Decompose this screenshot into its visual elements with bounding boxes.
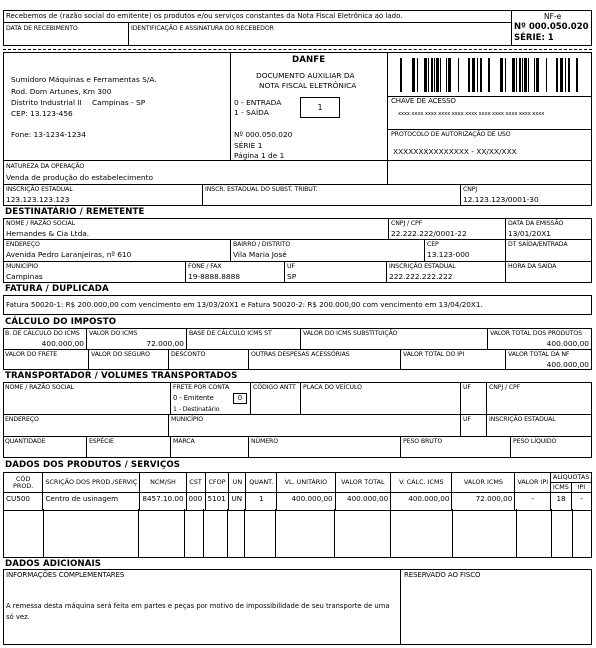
col-unit: UN — [229, 473, 246, 493]
carrier-ie-label: INSCRIÇÃO ESTADUAL — [489, 416, 556, 423]
total-products-label: VALOR TOTAL DOS PRODUTOS — [490, 330, 582, 337]
operation-value: Venda de produção do estabelecimento — [6, 173, 153, 182]
total-invoice-value: 400.000,00 — [546, 360, 589, 369]
danfe-exit-option: 1 - SAÍDA — [234, 108, 269, 117]
carrier-city-label: MUNICÍPIO — [171, 416, 203, 423]
issuer-cnpj-value: 12.123.123/0001-30 — [463, 195, 539, 204]
col-ncm: NCM/SH — [140, 473, 186, 493]
danfe-type-box: 1 — [300, 97, 340, 118]
cell-quantity: 1 — [246, 493, 277, 511]
receipt-date-label: DATA DE RECEBIMENTO — [6, 25, 78, 32]
ie-value: 123.123.123.123 — [6, 195, 70, 204]
receipt-signature-field[interactable] — [129, 33, 510, 45]
volume-number-label: NÚMERO — [251, 438, 278, 445]
col-icms-base: V. CÁLC. ICMS — [391, 473, 452, 493]
reserved-fisco-label: RESERVADO AO FISCO — [404, 571, 481, 579]
total-invoice-label: VALOR TOTAL DA NF — [508, 351, 570, 358]
base-st-label: BASE DE CÁLCULO ICMS ST — [189, 330, 272, 337]
danfe-number: Nº 000.050.020 — [234, 130, 293, 139]
recipient-section-title: DESTINATÁRIO / REMETENTE — [5, 207, 145, 217]
recipient-uf: SP — [287, 272, 297, 281]
freight-option-0: 0 - Emitente — [173, 394, 214, 402]
issuer-name: Sumidoro Máquinas e Ferramentas S/A. — [11, 75, 157, 84]
additional-section-title: DADOS ADICIONAIS — [5, 559, 102, 569]
exit-time-label: HORA DA SAÍDA — [508, 263, 557, 270]
emission-date-label: DATA DA EMISSÃO — [508, 220, 564, 227]
receipt-statement: Recebemos de (razão social do emitente) os produtos e/ou serviços constantes da Nota Fiscal Eletrônica ao lado. — [6, 12, 403, 20]
other-expenses-label: OUTRAS DESPESAS ACESSÓRIAS — [251, 351, 350, 358]
cell-cst: 000 — [186, 493, 205, 511]
issuer-district: Distrito Industrial II — [11, 98, 82, 107]
col-icms-value: VALOR ICMS — [452, 473, 515, 493]
table-row — [4, 493, 592, 511]
recipient-address-label: ENDEREÇO — [6, 241, 40, 248]
cell-ipi-rate: - — [572, 493, 592, 511]
operation-label: NATUREZA DA OPERAÇÃO — [6, 163, 85, 170]
receipt-date-field[interactable] — [4, 33, 127, 45]
cell-unit-price: 400.000,00 — [277, 493, 335, 511]
issuer-cep: CEP: 13.123-456 — [11, 109, 73, 118]
cell-icms-value: 72.000,00 — [452, 493, 515, 511]
issuer-cnpj-label: CNPJ — [463, 186, 478, 193]
danfe-subtitle-2: NOTA FISCAL ELETRÔNICA — [259, 81, 357, 90]
base-icms-label: B. DE CÁLCULO DO ICMS — [5, 330, 80, 337]
carrier-uf-label: UF — [463, 384, 471, 391]
exit-date-label: DT SAÍDA/ENTRADA — [508, 241, 568, 248]
carrier-cnpj-label: CNPJ / CPF — [489, 384, 521, 391]
carrier-address-label: ENDEREÇO — [5, 416, 39, 423]
recipient-address: Avenida Pedro Laranjeiras, nº 610 — [6, 250, 132, 259]
issuer-city: Campinas - SP — [92, 98, 146, 107]
danfe-entry-option: 0 - ENTRADA — [234, 98, 282, 107]
rate-ipi-label: IPI — [577, 483, 586, 491]
antt-label: CÓDIGO ANTT — [253, 384, 296, 391]
insurance-label: VALOR DO SEGURO — [91, 351, 150, 358]
ie-label: INSCRIÇÃO ESTADUAL — [6, 186, 73, 193]
species-label: ESPÉCIE — [89, 438, 114, 445]
products-section-title: DADOS DOS PRODUTOS / SERVIÇOS — [5, 460, 181, 470]
complementary-info-label: INFORMAÇÕES COMPLEMENTARES — [6, 571, 125, 579]
recipient-city: Campinas — [6, 272, 43, 281]
tax-section-title: CÁLCULO DO IMPOSTO — [5, 317, 117, 327]
emission-date: 13/01/20X1 — [508, 229, 551, 238]
quantity-label: QUANTIDADE — [5, 438, 46, 445]
recipient-name: Hernandes & Cia Ltda. — [6, 229, 90, 238]
recipient-district: Vila Maria José — [233, 250, 287, 259]
auth-protocol-value: XXXXXXXXXXXXXXX - XX/XX/XXX — [393, 147, 517, 156]
cell-ipi-value: - — [515, 493, 551, 511]
icms-label: VALOR DO ICMS — [89, 330, 138, 337]
col-rates — [551, 473, 592, 493]
cell-unit: UN — [229, 493, 246, 511]
carrier-name-label: NOME / RAZÃO SOCIAL — [5, 384, 74, 391]
products-table — [3, 472, 592, 511]
auth-protocol-label: PROTOCOLO DE AUTORIZAÇÃO DE USO — [391, 131, 511, 138]
recipient-ie: 222.222.222.222 — [389, 272, 453, 281]
net-weight-label: PESO LÍQUIDO — [513, 438, 557, 445]
carrier-section-title: TRANSPORTADOR / VOLUMES TRANSPORTADOS — [5, 371, 238, 381]
freight-option-1: 1 - Destinatário — [173, 406, 220, 413]
recipient-name-label: NOME / RAZÃO SOCIAL — [6, 220, 75, 227]
rates-label: ALÍQUOTAS — [552, 473, 590, 481]
receipt-series: SÉRIE: 1 — [514, 33, 554, 43]
freight-payer-box: 0 — [233, 393, 247, 404]
receipt-number: Nº 000.050.020 — [514, 22, 589, 32]
recipient-cnpj-label: CNPJ / CPF — [391, 220, 423, 227]
receipt-nfe-label: NF-e — [544, 12, 562, 21]
icms-value: 72.000,00 — [146, 339, 184, 348]
ipi-total-label: VALOR TOTAL DO IPI — [403, 351, 465, 358]
col-cst: CST — [186, 473, 205, 493]
recipient-uf-label: UF — [287, 263, 295, 270]
rate-icms-label: ICMS — [551, 483, 571, 492]
danfe-series: SÉRIE 1 — [234, 141, 263, 150]
recipient-phone: 19-8888.8888 — [188, 272, 241, 281]
freight-payer-label: FRETE POR CONTA — [173, 384, 230, 391]
base-icms-value: 400.000,00 — [41, 339, 84, 348]
gross-weight-label: PESO BRUTO — [403, 438, 443, 445]
col-cfop: CFOP — [205, 473, 229, 493]
complementary-info-text: A remessa desta máquina será feita em partes e peças por motivo de impossibilidade de seu transporte de uma só vez. — [6, 602, 390, 621]
access-key-label: CHAVE DE ACESSO — [391, 97, 456, 105]
issuer-street: Rod. Dom Artunes, Km 300 — [11, 87, 112, 96]
recipient-cep: 13.123-000 — [427, 250, 470, 259]
total-products-value: 400.000,00 — [546, 339, 589, 348]
recipient-ie-label: INSCRIÇÃO ESTADUAL — [389, 263, 456, 270]
issuer-phone: Fone: 13-1234-1234 — [11, 130, 86, 139]
discount-label: DESCONTO — [171, 351, 206, 358]
invoice-section-title: FATURA / DUPLICADA — [5, 284, 109, 294]
recipient-cnpj: 22.222.222/0001-22 — [391, 229, 467, 238]
danfe-subtitle-1: DOCUMENTO AUXILIAR DA — [256, 71, 355, 80]
cell-ncm: 8457.10.00 — [140, 493, 186, 511]
cell-description: Centro de usinagem — [43, 493, 140, 511]
ie-st-label: INSCR. ESTADUAL DO SUBST. TRIBUT. — [205, 186, 318, 193]
brand-label: MARCA — [173, 438, 195, 445]
cell-icms-base: 400.000,00 — [391, 493, 452, 511]
receipt-signature-label: IDENTIFICAÇÃO E ASSINATURA DO RECEBEDOR — [131, 25, 274, 32]
barcode — [396, 58, 584, 92]
recipient-district-label: BAIRRO / DISTRITO — [233, 241, 291, 248]
recipient-phone-label: FONE / FAX — [188, 263, 222, 270]
invoice-text: Fatura 50020-1: R$ 200.000,00 com vencimento em 13/03/20X1 e Fatura 50020-2: R$ 200.000,00 com vencimento em 13/04/20X1. — [6, 300, 483, 309]
col-quantity: QUANT. — [246, 473, 277, 493]
col-description: SCRIÇÃO DOS PROD./SERVIÇ — [43, 473, 140, 493]
cell-total: 400.000,00 — [335, 493, 391, 511]
cut-line — [3, 49, 592, 50]
carrier-uf2-label: UF — [463, 416, 471, 423]
icms-st-label: VALOR DO ICMS SUBSTITUIÇÃO — [303, 330, 398, 337]
access-key-value: xxxx xxxx xxxx xxxx xxxx xxxx xxxx xxxx xxxx xxxx xxxx — [398, 111, 545, 117]
cell-cfop: 5101 — [205, 493, 229, 511]
col-code: CÓD PROD. — [4, 473, 43, 493]
freight-label: VALOR DO FRETE — [5, 351, 58, 358]
plate-label: PLACA DO VEÍCULO — [303, 384, 362, 391]
col-total: VALOR TOTAL — [335, 473, 391, 493]
danfe-page: Página 1 de 1 — [234, 151, 285, 160]
col-unit-price: VL. UNITÁRIO — [277, 473, 335, 493]
cell-code: CU500 — [4, 493, 43, 511]
products-body — [3, 509, 592, 558]
recipient-cep-label: CEP — [427, 241, 439, 248]
recipient-city-label: MUNICÍPIO — [6, 263, 38, 270]
cell-icms-rate: 18 — [551, 493, 572, 511]
danfe-title: DANFE — [292, 55, 326, 65]
col-ipi-value: VALOR IPI — [515, 473, 551, 493]
